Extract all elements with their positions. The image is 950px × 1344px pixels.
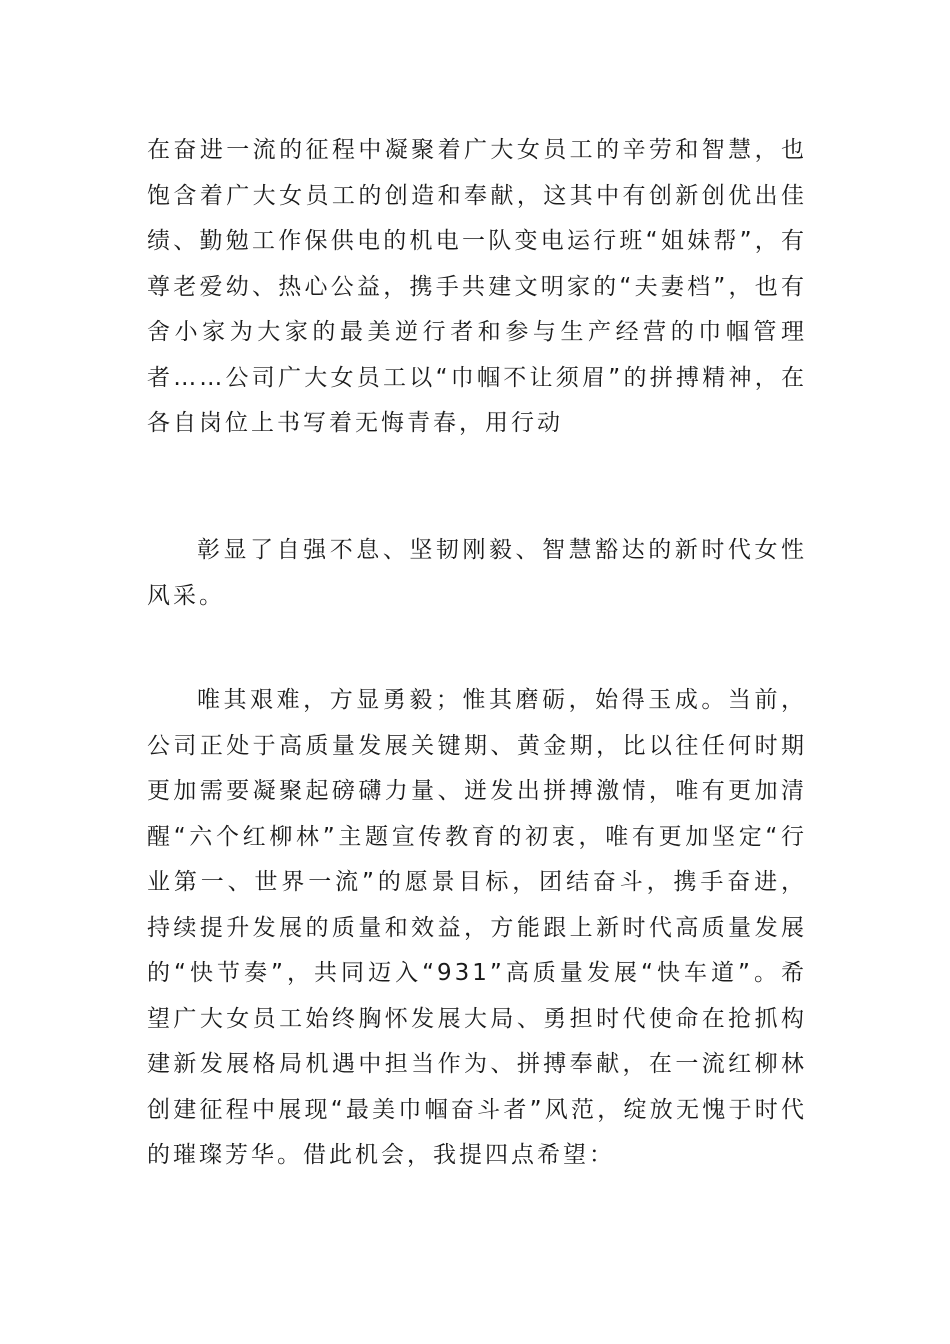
body-paragraph-3: 唯其艰难，方显勇毅；惟其磨砺，始得玉成。当前，公司正处于高质量发展关键期、黄金期，比以往任何时期更加需要凝聚起磅礴力量、迸发出拼搏激情，唯有更加清醒“六个红柳林”主题宣传教育的初衷，唯有更加坚定“行业第一、世界一流”的愿景目标，团结奋斗，携手奋进，持续提升发展的质量和效益，方能跟上新时代高质量发展的“快节奏”，共同迈入“931”高质量发展“快车道”。希望广大女员工始终胸怀发展大局、勇担时代使命在抢抓构建新发展格局机遇中担当作为、拼搏奉献，在一流红柳林创建征程中展现“最美巾帼奋斗者”风范，绽放无愧于时代的璀璨芳华。借此机会，我提四点希望： (147, 687, 807, 1168)
body-paragraph-1: 在奋进一流的征程中凝聚着广大女员工的辛劳和智慧，也饱含着广大女员工的创造和奉献，这其中有创新创优出佳绩、勤勉工作保供电的机电一队变电运行班“姐妹帮”，有尊老爱幼、热心公益，携手共建文明家的“夫妻档”，也有舍小家为大家的最美逆行者和参与生产经营的巾帼管理者……公司广大女员工以“巾帼不让须眉”的拼搏精神，在各自岗位上书写着无悔青春，用行动 (147, 137, 807, 436)
body-paragraph-2: 彰显了自强不息、坚韧刚毅、智慧豁达的新时代女性风采。 (147, 537, 807, 609)
